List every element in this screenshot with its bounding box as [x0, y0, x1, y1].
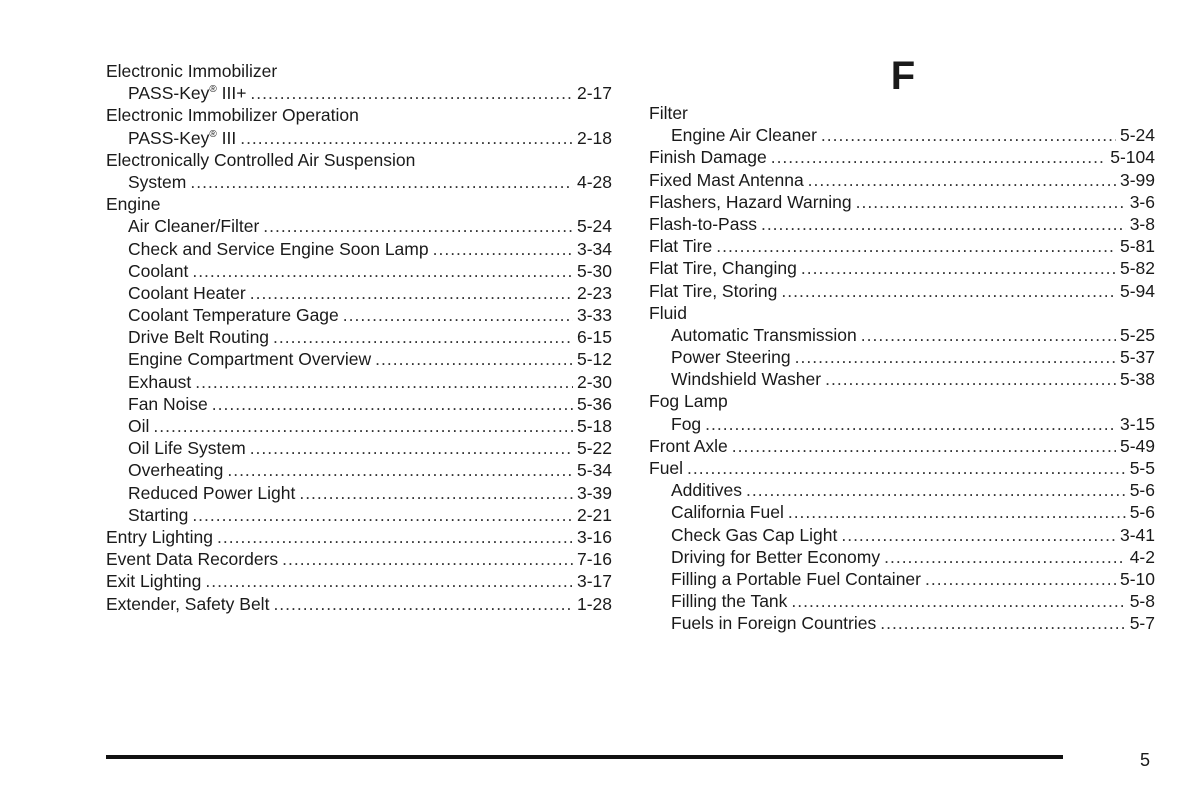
entry-label: Event Data Recorders	[106, 549, 279, 570]
entry-label: Flat Tire, Storing	[649, 280, 778, 301]
entry-page-ref: 2-17	[576, 83, 612, 104]
entry-page-ref: 1-28	[576, 593, 612, 614]
entry-page-ref: 2-21	[576, 504, 612, 525]
dot-leader	[746, 479, 1126, 501]
entry-page-ref: 5-5	[1129, 458, 1155, 478]
entry-page-ref: 4-28	[576, 171, 612, 192]
index-entry	[649, 169, 1155, 191]
index-subentry	[649, 124, 1155, 146]
dot-leader	[795, 346, 1116, 368]
index-subentry	[106, 238, 612, 260]
entry-page-ref: 5-25	[1119, 324, 1155, 345]
entry-page-ref: 5-49	[1119, 435, 1155, 456]
entry-page-ref: 4-2	[1129, 546, 1155, 567]
entry-label: Flashers, Hazard Warning	[649, 191, 852, 212]
index-entry	[649, 213, 1155, 235]
footer-rule	[106, 755, 1063, 759]
registered-mark: ®	[209, 84, 217, 96]
index-subentry	[106, 393, 612, 415]
dot-leader	[761, 213, 1126, 235]
index-subentry	[106, 482, 612, 504]
dot-leader	[856, 191, 1126, 213]
entry-label: Filling the Tank	[671, 591, 788, 612]
entry-page-ref: 3-99	[1119, 169, 1155, 190]
index-subentry	[649, 413, 1155, 435]
dot-leader	[192, 260, 573, 282]
entry-page-ref: 5-38	[1119, 369, 1155, 390]
entry-page-ref: 3-8	[1129, 213, 1155, 234]
dot-leader	[375, 348, 573, 370]
entry-label: Electronic Immobilizer	[106, 61, 278, 81]
entry-label: Entry Lighting	[106, 526, 214, 547]
index-entry	[649, 191, 1155, 213]
entry-page-ref: 5-82	[1119, 258, 1155, 279]
index-subentry	[649, 590, 1155, 612]
index-subentry	[106, 348, 612, 370]
entry-label: Fuels in Foreign Countries	[671, 613, 877, 634]
index-subentry	[649, 501, 1155, 523]
entry-page-ref: 5-7	[1129, 613, 1155, 634]
index-subentry	[106, 415, 612, 437]
index-entry	[649, 235, 1155, 257]
entry-label: Coolant Heater	[128, 282, 246, 303]
entry-page-ref: 3-17	[576, 571, 612, 592]
entry-label: Additives	[671, 480, 743, 501]
entry-label: Electronic Immobilizer Operation	[106, 105, 359, 126]
dot-leader	[880, 612, 1125, 634]
dot-leader	[217, 526, 573, 548]
entry-label: Electronically Controlled Air Suspension	[106, 149, 416, 170]
entry-page-ref: 3-41	[1119, 524, 1155, 545]
dot-leader	[791, 590, 1125, 612]
index-subentry	[649, 479, 1155, 501]
entry-label: Flat Tire, Changing	[649, 258, 797, 279]
dot-leader	[205, 570, 573, 592]
index-subentry	[649, 346, 1155, 368]
dot-leader	[884, 546, 1126, 568]
dot-leader	[212, 393, 573, 415]
index-subentry	[106, 260, 612, 282]
dot-leader	[801, 257, 1116, 279]
index-subentry	[649, 324, 1155, 346]
index-subentry	[106, 304, 612, 326]
index-entry	[106, 149, 612, 171]
index-subentry	[106, 82, 612, 104]
entry-page-ref: 2-30	[576, 371, 612, 392]
entry-page-ref: 2-23	[576, 282, 612, 303]
index-subentry	[649, 524, 1155, 546]
dot-leader	[299, 482, 573, 504]
dot-leader	[282, 548, 573, 570]
entry-page-ref: 5-12	[576, 349, 612, 370]
entry-label: Check and Service Engine Soon Lamp	[128, 238, 429, 259]
dot-leader	[925, 568, 1116, 590]
entry-page-ref: 3-34	[576, 238, 612, 259]
dot-leader	[250, 437, 573, 459]
entry-label: Filling a Portable Fuel Container	[671, 568, 921, 589]
entry-label: Coolant	[128, 260, 189, 281]
dot-leader	[808, 169, 1116, 191]
entry-label: System	[128, 171, 187, 192]
index-entry	[649, 257, 1155, 279]
index-entry	[106, 526, 612, 548]
entry-label: Oil Life System	[128, 438, 246, 459]
entry-label: Starting	[128, 504, 189, 525]
entry-label: Engine Air Cleaner	[671, 125, 817, 146]
dot-leader	[240, 127, 573, 149]
entry-page-ref: 3-33	[576, 305, 612, 326]
dot-leader	[716, 235, 1116, 257]
dot-leader	[250, 282, 573, 304]
entry-label: Drive Belt Routing	[128, 327, 270, 348]
index-column-left	[106, 60, 612, 615]
dot-leader	[192, 504, 573, 526]
entry-page-ref: 6-15	[576, 327, 612, 348]
entry-label: Fog Lamp	[649, 391, 728, 412]
index-entry	[106, 104, 612, 126]
dot-leader	[227, 459, 573, 481]
entry-page-ref: 5-24	[1119, 125, 1155, 146]
dot-leader	[841, 524, 1116, 546]
index-entry	[649, 302, 1155, 324]
entry-page-ref: 5-37	[1119, 347, 1155, 368]
dot-leader	[343, 304, 573, 326]
entry-label: Engine	[106, 194, 161, 215]
entry-label: Engine Compartment Overview	[128, 349, 372, 370]
dot-leader	[250, 82, 573, 104]
dot-leader	[705, 413, 1116, 435]
entry-label: Extender, Safety Belt	[106, 593, 270, 614]
dot-leader	[273, 593, 573, 615]
entry-page-ref: 5-18	[576, 416, 612, 436]
entry-label: Overheating	[128, 460, 224, 481]
dot-leader	[687, 457, 1126, 479]
entry-label: Driving for Better Economy	[671, 546, 881, 567]
dot-leader	[861, 324, 1116, 346]
dot-leader	[781, 280, 1116, 302]
entry-page-ref: 3-15	[1119, 413, 1155, 434]
registered-mark: ®	[209, 128, 217, 140]
entry-label: Oil	[128, 416, 150, 436]
index-subentry	[106, 459, 612, 481]
entry-page-ref: 5-22	[576, 438, 612, 459]
entry-label: Exhaust	[128, 371, 192, 392]
dot-leader	[273, 326, 573, 348]
index-subentry	[649, 568, 1155, 590]
index-entry	[649, 435, 1155, 457]
entry-label: PASS-Key® III+	[128, 83, 247, 104]
index-entry	[106, 60, 612, 82]
entry-label: Fluid	[649, 302, 687, 323]
entry-page-ref: 5-10	[1119, 568, 1155, 589]
entry-label: Power Steering	[671, 347, 791, 368]
entry-label: Windshield Washer	[671, 369, 822, 390]
dot-leader	[825, 368, 1116, 390]
entry-page-ref: 2-18	[576, 127, 612, 148]
entry-label: Reduced Power Light	[128, 482, 296, 503]
index-subentry	[106, 282, 612, 304]
entry-label: Finish Damage	[649, 147, 767, 168]
index-subentry	[649, 368, 1155, 390]
entry-label: Check Gas Cap Light	[671, 524, 838, 545]
entry-label: Fixed Mast Antenna	[649, 169, 804, 190]
entry-label: Exit Lighting	[106, 571, 202, 592]
entry-label: PASS-Key® III	[128, 127, 237, 148]
entry-page-ref: 5-94	[1119, 280, 1155, 301]
entry-page-ref: 3-39	[576, 482, 612, 503]
index-subentry	[106, 215, 612, 237]
dot-leader	[732, 435, 1116, 457]
entry-label: Automatic Transmission	[671, 324, 857, 345]
entry-page-ref: 5-6	[1129, 480, 1155, 501]
index-subentry	[106, 504, 612, 526]
dot-leader	[190, 171, 573, 193]
dot-leader	[788, 501, 1126, 523]
dot-leader	[771, 146, 1107, 168]
index-entry	[106, 570, 612, 592]
index-subentry	[106, 127, 612, 149]
entry-label: Fuel	[649, 458, 684, 478]
index-column-right	[649, 102, 1155, 635]
entry-page-ref: 5-34	[576, 460, 612, 481]
index-entry	[649, 457, 1155, 479]
entry-page-ref: 7-16	[576, 549, 612, 570]
entry-page-ref: 5-81	[1119, 236, 1155, 257]
index-entry	[106, 193, 612, 215]
entry-page-ref: 3-6	[1129, 191, 1155, 212]
index-subentry	[106, 371, 612, 393]
entry-label: Flash-to-Pass	[649, 213, 757, 234]
dot-leader	[153, 415, 573, 437]
entry-label: Filter	[649, 103, 688, 123]
index-subentry	[106, 326, 612, 348]
entry-page-ref: 5-6	[1129, 502, 1155, 523]
index-subentry	[106, 171, 612, 193]
index-entry	[106, 593, 612, 615]
entry-page-ref: 5-36	[576, 393, 612, 414]
page-number: 5	[1140, 750, 1151, 770]
entry-label: Air Cleaner/Filter	[128, 216, 260, 237]
dot-leader	[195, 371, 573, 393]
entry-page-ref: 5-104	[1110, 147, 1155, 168]
index-subentry	[649, 612, 1155, 634]
entry-label: Fog	[671, 413, 702, 434]
index-entry	[649, 390, 1155, 412]
entry-page-ref: 5-24	[576, 216, 612, 237]
index-entry	[649, 280, 1155, 302]
index-subentry	[649, 546, 1155, 568]
index-entry	[649, 102, 1155, 124]
index-subentry	[106, 437, 612, 459]
entry-label: Coolant Temperature Gage	[128, 305, 339, 326]
entry-label: Flat Tire	[649, 236, 713, 257]
index-entry	[649, 146, 1155, 168]
entry-label: California Fuel	[671, 502, 784, 523]
dot-leader	[263, 215, 573, 237]
dot-leader	[433, 238, 573, 260]
entry-page-ref: 3-16	[576, 526, 612, 547]
entry-label: Front Axle	[649, 435, 728, 456]
index-entry	[106, 548, 612, 570]
dot-leader	[821, 124, 1116, 146]
section-letter: F	[890, 54, 916, 98]
entry-page-ref: 5-30	[576, 260, 612, 281]
entry-label: Fan Noise	[128, 393, 208, 414]
entry-page-ref: 5-8	[1129, 591, 1155, 612]
